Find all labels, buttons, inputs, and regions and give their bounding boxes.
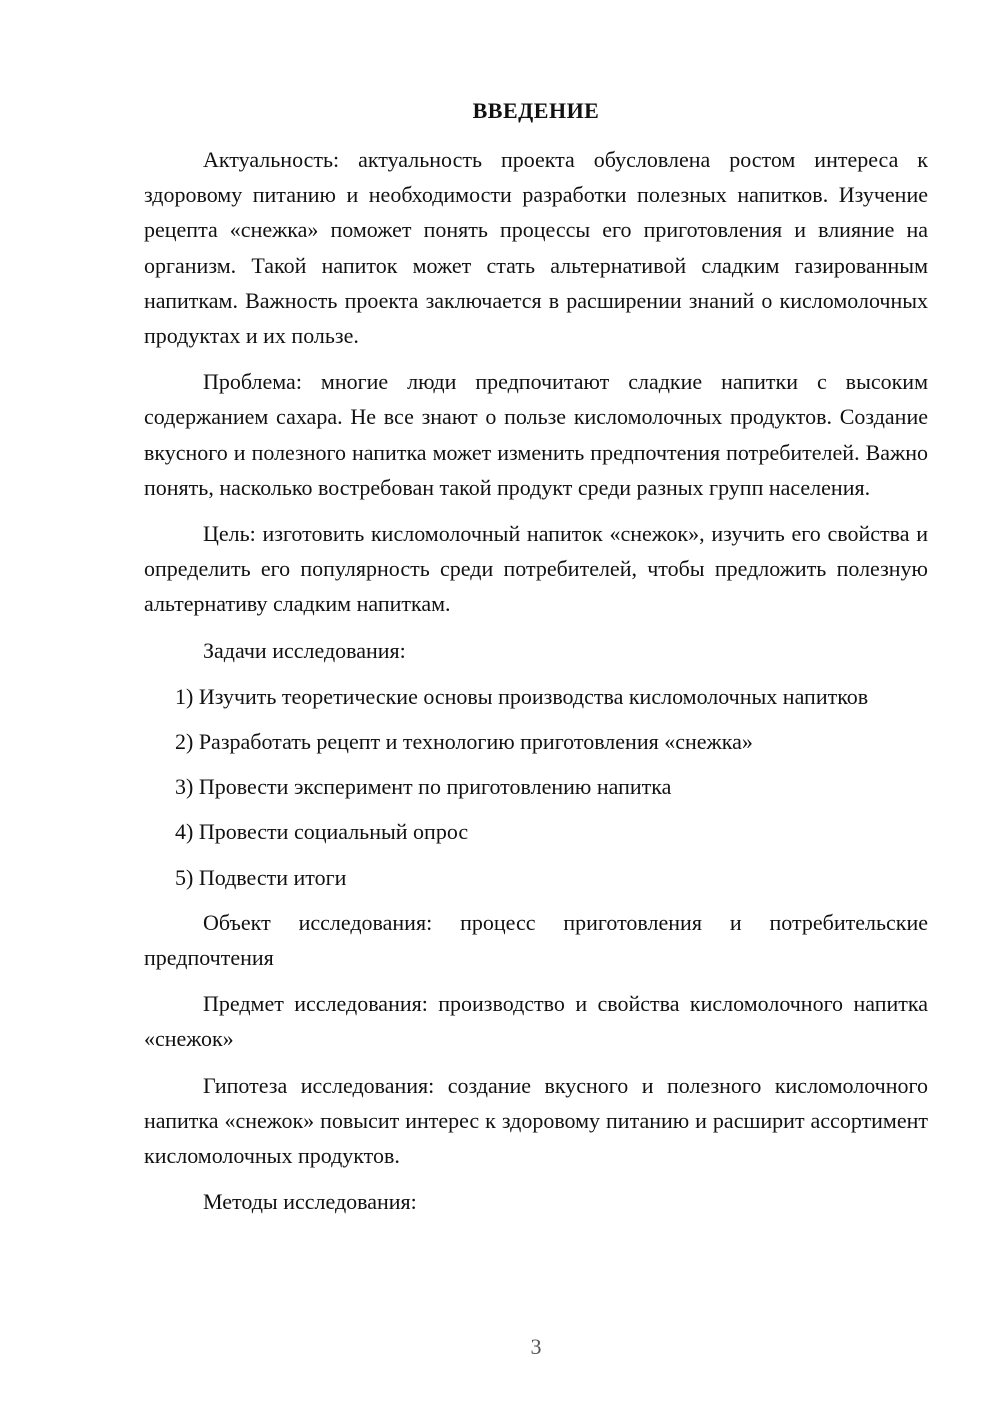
paragraph-relevance: Актуальность: актуальность проекта обусловлена ростом интереса к здоровому питанию и необходимости разработки полезных напитков. Изучение рецепта «снежка» поможет понять процессы его приготовления и влияние на организм. Такой напиток может стать альтернативой сладким газированным напиткам. Важность проекта заключается в расширении знаний о кисломолочных продуктах и их пользе. bbox=[144, 147, 928, 349]
task-item: 5) Подвести итоги bbox=[175, 864, 347, 890]
task-item: 1) Изучить теоретические основы производства кисломолочных напитков bbox=[175, 683, 869, 709]
tasks-list bbox=[144, 679, 928, 895]
page-number: 3 bbox=[530, 1334, 542, 1359]
paragraph-object: Объект исследования: процесс приготовления и потребительские предпочтения bbox=[144, 909, 928, 971]
task-item: 2) Разработать рецепт и технологию приготовления «снежка» bbox=[175, 729, 753, 755]
methods-heading: Методы исследования: bbox=[203, 1189, 417, 1215]
document-body bbox=[144, 142, 928, 1230]
paragraph-problem: Проблема: многие люди предпочитают сладкие напитки с высоким содержанием сахара. Не все знают о пользе кисломолочных продуктов. Создание вкусного и полезного напитка может изменить предпочтения потребителей. Важно понять, насколько востребован такой продукт среди разных групп населения. bbox=[144, 369, 928, 500]
paragraph-hypothesis: Гипотеза исследования: создание вкусного и полезного кисломолочного напитка «снежок» повысит интерес к здоровому питанию и расширит ассортимент кисломолочных продуктов. bbox=[144, 1072, 928, 1169]
tasks-heading: Задачи исследования: bbox=[203, 637, 406, 663]
task-item: 4) Провести социальный опрос bbox=[175, 819, 469, 845]
task-item: 3) Провести эксперимент по приготовлению напитка bbox=[175, 774, 672, 800]
paragraph-goal: Цель: изготовить кисломолочный напиток «снежок», изучить его свойства и определить его популярность среди потребителей, чтобы предложить полезную альтернативу сладким напиткам. bbox=[144, 521, 928, 617]
paragraph-subject: Предмет исследования: производство и свойства кисломолочного напитка «снежок» bbox=[144, 991, 928, 1052]
page-title: ВВЕДЕНИЕ bbox=[472, 98, 600, 123]
